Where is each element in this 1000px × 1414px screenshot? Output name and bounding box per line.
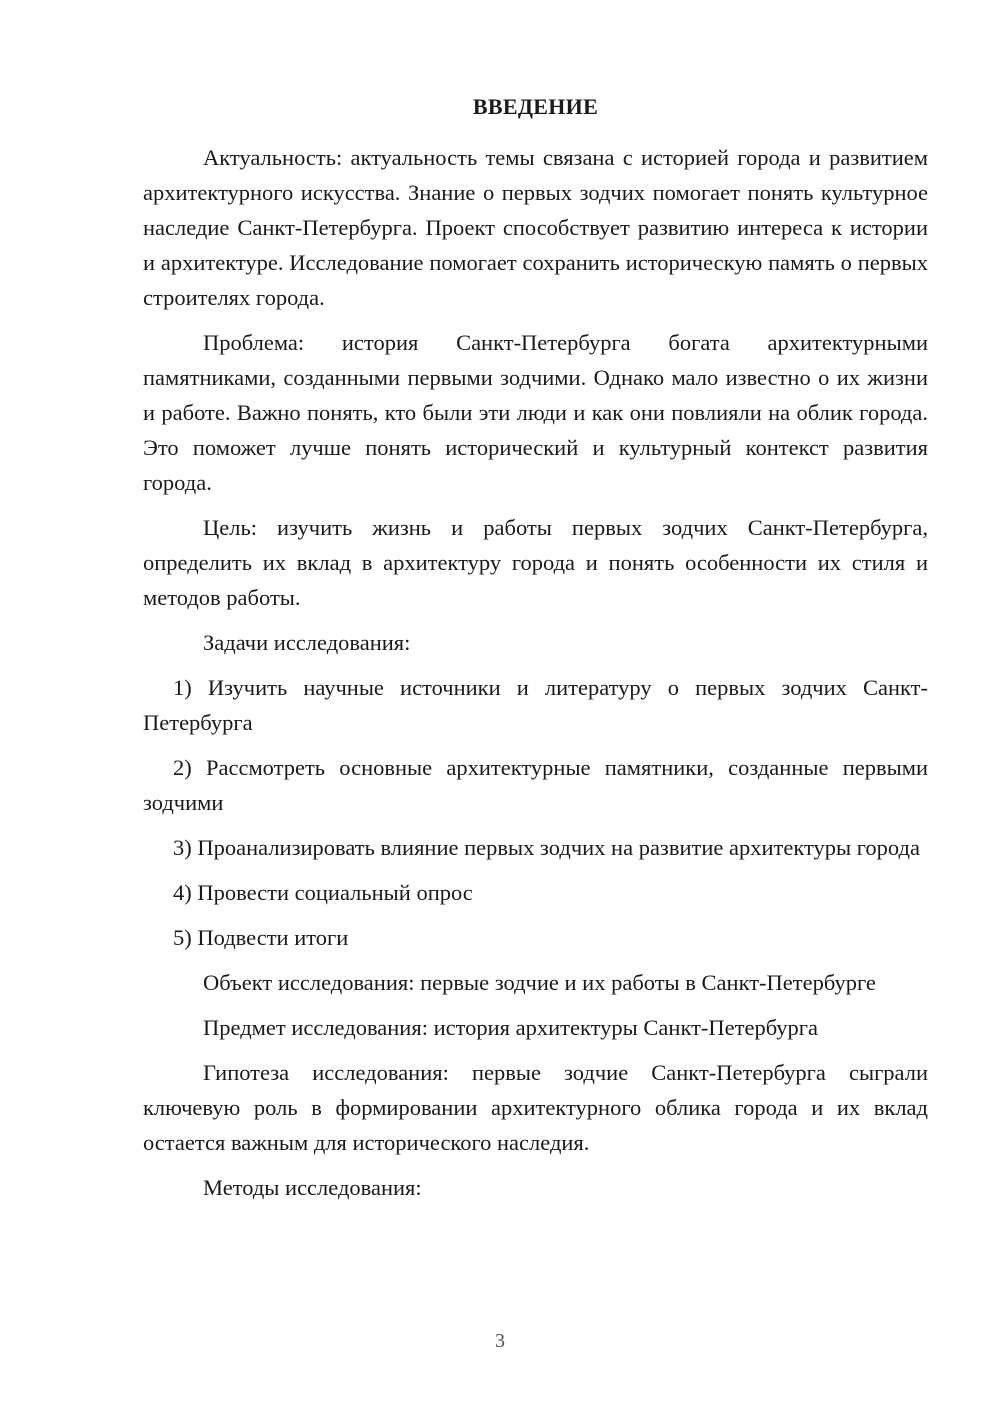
subject-paragraph: Предмет исследования: история архитектуры Санкт-Петербурга (203, 1015, 819, 1040)
problem-paragraph: Проблема: история Санкт-Петербурга богата архитектурными памятниками, созданными первыми зодчими. Однако мало известно о их жизни и работе. Важно понять, кто были эти люди и как они повлияли на облик города. Это поможет лучше понять исторический и культурный контекст развития города. (143, 330, 928, 495)
tasks-heading: Задачи исследования: (203, 630, 411, 655)
document-page (143, 92, 928, 1215)
task-item-1: 1) Изучить научные источники и литературу о первых зодчих Санкт-Петербурга (143, 675, 928, 735)
task-item-4: 4) Провести социальный опрос (173, 880, 473, 905)
goal-paragraph: Цель: изучить жизнь и работы первых зодчих Санкт-Петербурга, определить их вклад в архитектуру города и понять особенности их стиля и методов работы. (143, 515, 928, 610)
task-item-3: 3) Проанализировать влияние первых зодчих на развитие архитектуры города (173, 835, 920, 860)
task-item-5: 5) Подвести итоги (173, 925, 349, 950)
hypothesis-paragraph: Гипотеза исследования: первые зодчие Санкт-Петербурга сыграли ключевую роль в формировании архитектурного облика города и их вклад остается важным для исторического наследия. (143, 1060, 928, 1155)
methods-paragraph: Методы исследования: (203, 1175, 422, 1200)
task-item-2: 2) Рассмотреть основные архитектурные памятники, созданные первыми зодчими (143, 755, 928, 815)
object-paragraph: Объект исследования: первые зодчие и их работы в Санкт-Петербурге (203, 970, 876, 995)
relevance-paragraph: Актуальность: актуальность темы связана с историей города и развитием архитектурного искусства. Знание о первых зодчих помогает понять культурное наследие Санкт-Петербурга. Проект способствует развитию интереса к истории и архитектуре. Исследование помогает сохранить историческую память о первых строителях города. (143, 145, 928, 310)
page-number: 3 (495, 1330, 505, 1352)
section-title: ВВЕДЕНИЕ (472, 94, 599, 119)
